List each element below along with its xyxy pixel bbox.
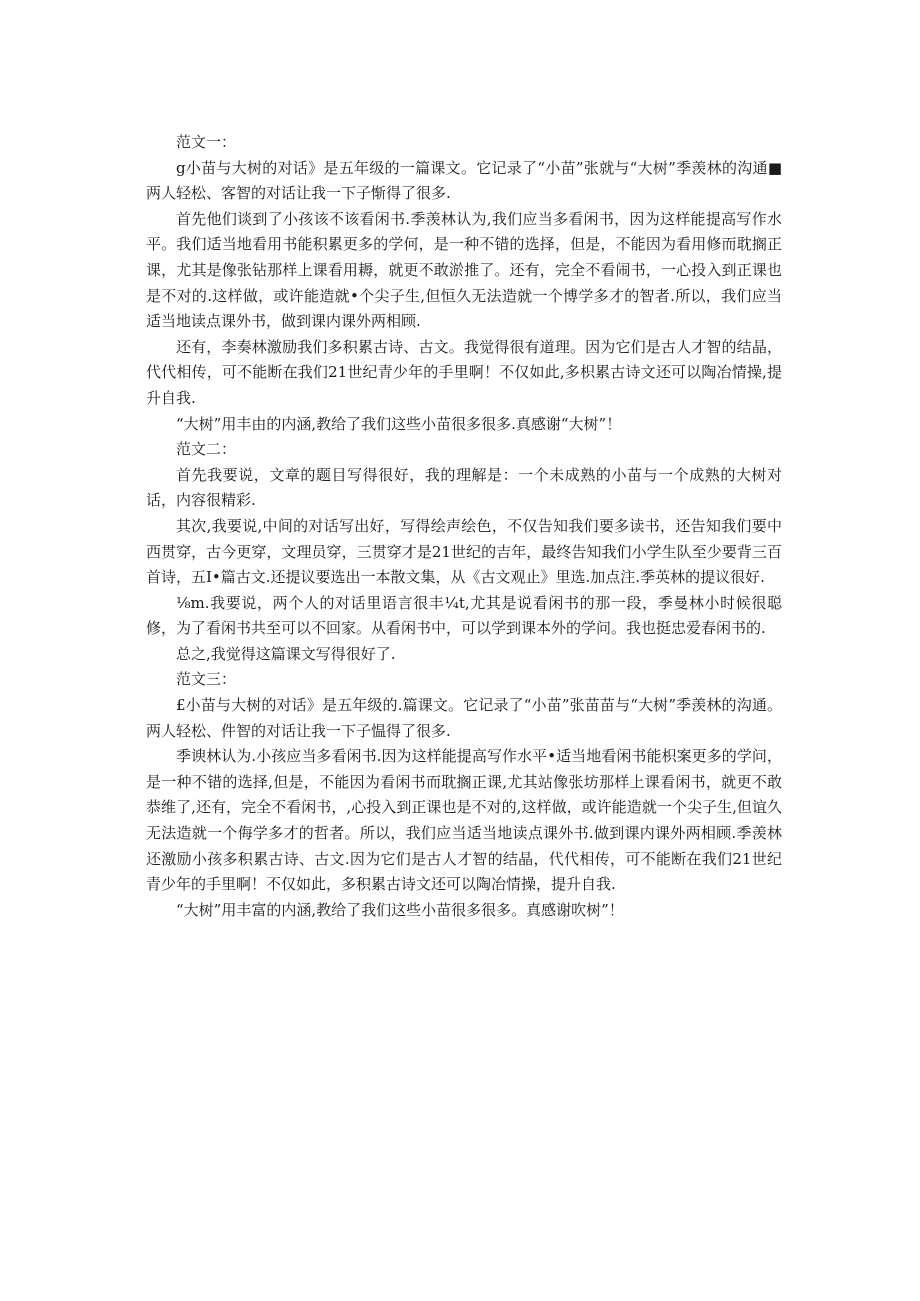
paragraph: 首先我要说，文章的题目写得很好，我的理解是：一个未成熟的小苗与一个成熟的大树对话，内容很精彩. xyxy=(146,465,782,510)
paragraph: “大树”用丰富的内涵,教给了我们这些小苗很多很多。真感谢吹树”！ xyxy=(176,900,624,919)
paragraph: “大树”用丰由的内涵,教给了我们这些小苗很多很多.真感谢“大树”！ xyxy=(176,414,622,433)
paragraph: 季谀林认为.小孩应当多看闲书.因为这样能提高写作水平•适当地看闲书能枳案更多的学问，是一种不错的选择,但是，不能因为看闲书而耽搁正课,尤其站像张坊那样上课看闲书，就更不敢恭维了,还有，完全不看闲书，,心投入到正课也是不对的,这样做，或许能造就一个尖子生,但谊久无法造就一个侮学多才的哲者。所以，我们应当适当地读点课外书.做到课内课外两相顾.季羡林还激励小孩多积累古诗、古文.因为它们是古人才智的结晶，代代相传，可不能断在我们21世纪青少年的手里啊！不仅如此，多积累古诗文还可以陶冶情操，提升自我. xyxy=(146,747,782,894)
paragraph: 其次,我要说,中间的对话写出好，写得绘声绘色，不仅告知我们要多读书，还告知我们要中西贯穿，古今更穿，文理员穿，三贯穿才是21世纪的吉年，最终告知我们小学生队至少要背三百首诗，五I•篇古文.还提议要选出一本散文集，从《古文观止》里选.加点注.季英林的提议很好. xyxy=(146,516,782,587)
paragraph: £小苗与大树的对话》是五年级的.篇课文。它记录了“小苗”张苗苗与“大树”季羡林的沟通。两人轻松、件智的对话让我一下子愠得了很多. xyxy=(146,696,782,740)
document-body xyxy=(146,130,782,923)
section-heading-1: 范文一： xyxy=(176,133,237,151)
section-heading-2: 范文二： xyxy=(176,440,237,459)
paragraph: ⅛m.我要说，两个人的对话里语言很丰¼t,尤其是说看闲书的那一段，季曼林小时候很聪修，为了看闲书共至可以不回家。从看闲书中，可以学到课本外的学问。我也挺忠爱春闲书的. xyxy=(146,593,782,638)
paragraph: 还有，李奏林激励我们多积累古诗、古文。我觉得很有道理。因为它们是古人才智的结晶，代代相传，可不能断在我们21世纪青少年的手里啊！不仅如此,多枳累古诗文还可以陶冶情操,提升自我. xyxy=(146,337,782,407)
paragraph: 总之,我觉得这篇课文写得很好了. xyxy=(176,644,396,663)
paragraph: g小苗与大树的对话》是五年级的一篇课文。它记录了“小苗”张就与“大树”季羡林的沟通■两人轻松、客智的对话让我一下子惭得了很多. xyxy=(146,158,782,203)
section-heading-3: 范文三： xyxy=(176,670,237,689)
paragraph: 首先他们谈到了小孩该不该看闲书.季羡林认为,我们应当多看闲书，因为这样能提高写作水平。我们适当地看用书能积累更多的学何，是一种不错的选择，但是，不能因为看用修而耽搁正课，尤其是像张钻那样上课看用耨，就更不敢淤推了。还有，完全不看闹书，一心投入到正课也是不对的.这样做，或许能造就•个尖子生,但恒久无法造就一个博学多才的智者.所以，我们应当适当地读点课外书，做到课内课外两相顾. xyxy=(146,209,782,331)
